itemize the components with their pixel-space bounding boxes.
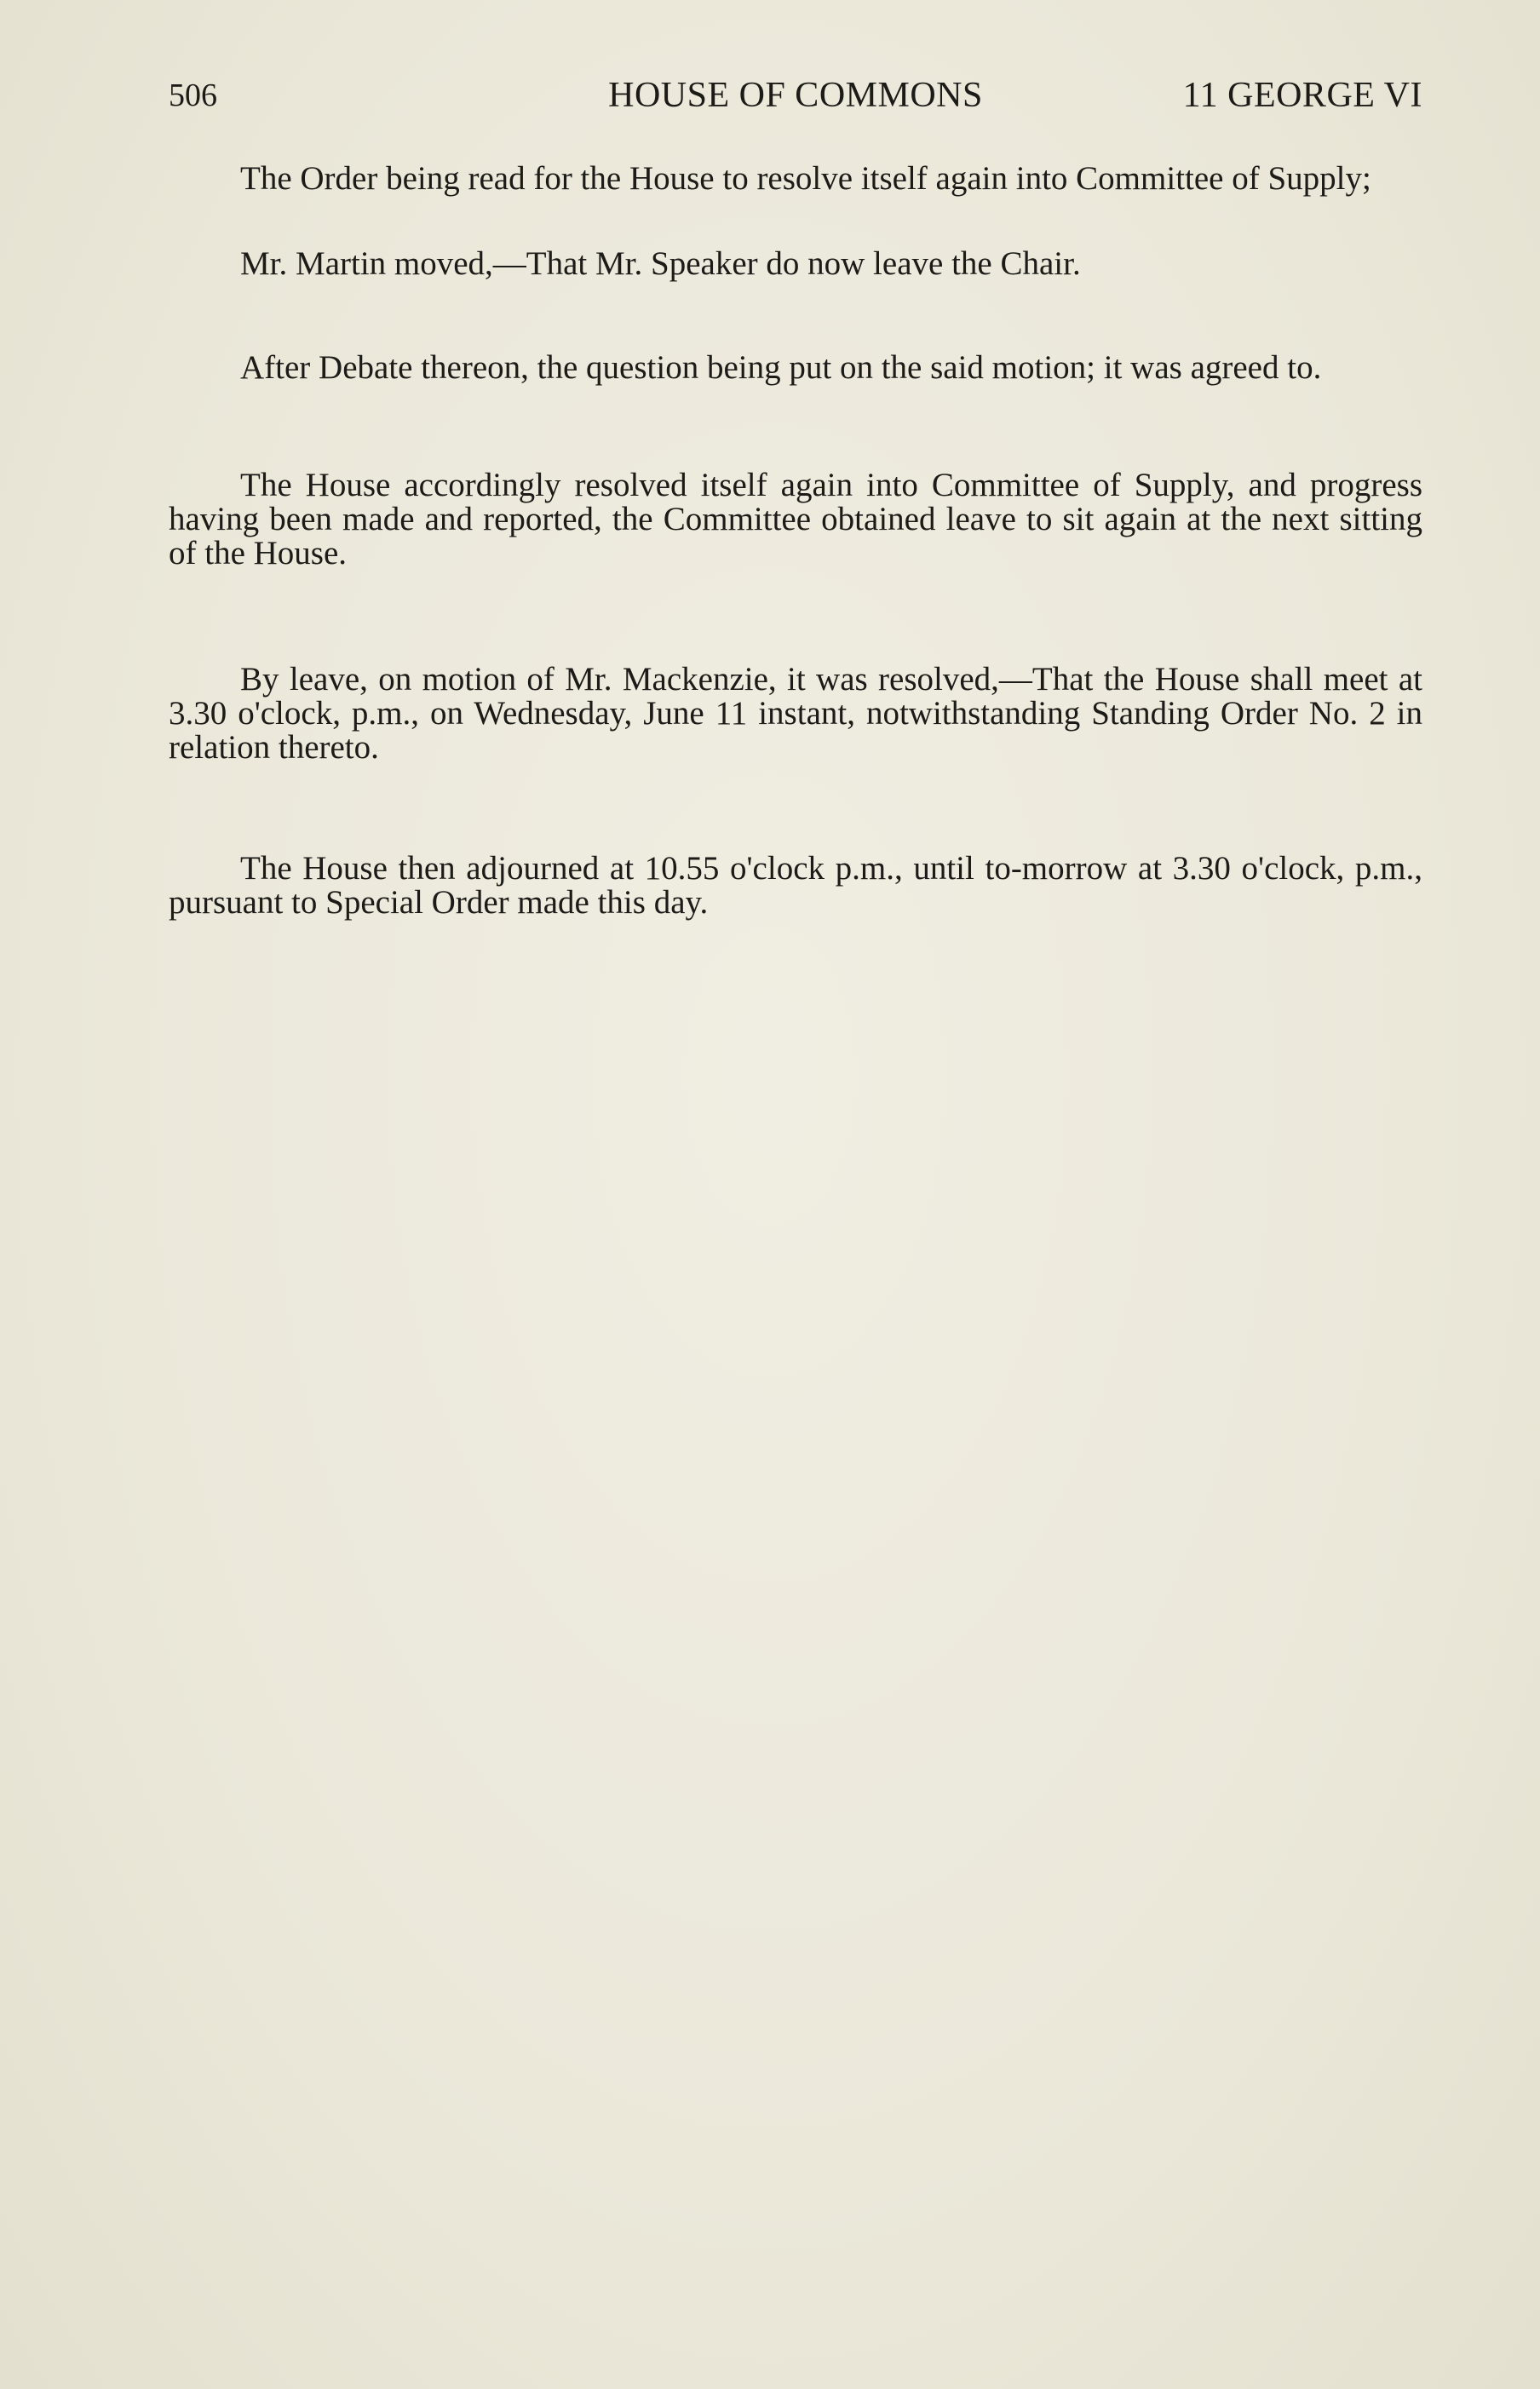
paragraph-sitting-resolution: By leave, on motion of Mr. Mackenzie, it was resolved,—That the House shall meet at 3.30 o'clock, p.m., on Wednesday, June 11 instant, notwithstanding Standing Order No. 2 in relation thereto. bbox=[169, 661, 1422, 766]
page-body bbox=[169, 162, 1422, 920]
paragraph-adjournment: The House then adjourned at 10.55 o'clock p.m., until to-morrow at 3.30 o'clock, p.m., pursuant to Special Order made this day. bbox=[169, 850, 1422, 921]
paragraph-committee-order: The Order being read for the House to resolve itself again into Committee of Supply; bbox=[240, 160, 1371, 197]
paragraph-committee-progress: The House accordingly resolved itself again into Committee of Supply, and progress having been made and reported, the Committee obtained leave to sit again at the next sitting of the House. bbox=[169, 467, 1422, 571]
page-header bbox=[169, 70, 1422, 121]
paragraph-motion: Mr. Martin moved,—That Mr. Speaker do now leave the Chair. bbox=[240, 245, 1081, 282]
paragraph-debate: After Debate thereon, the question being put on the said motion; it was agreed to. bbox=[240, 349, 1322, 386]
running-title: HOUSE OF COMMONS bbox=[608, 76, 983, 115]
session-label: 11 GEORGE VI bbox=[1182, 76, 1422, 115]
page-number: 506 bbox=[169, 78, 217, 113]
